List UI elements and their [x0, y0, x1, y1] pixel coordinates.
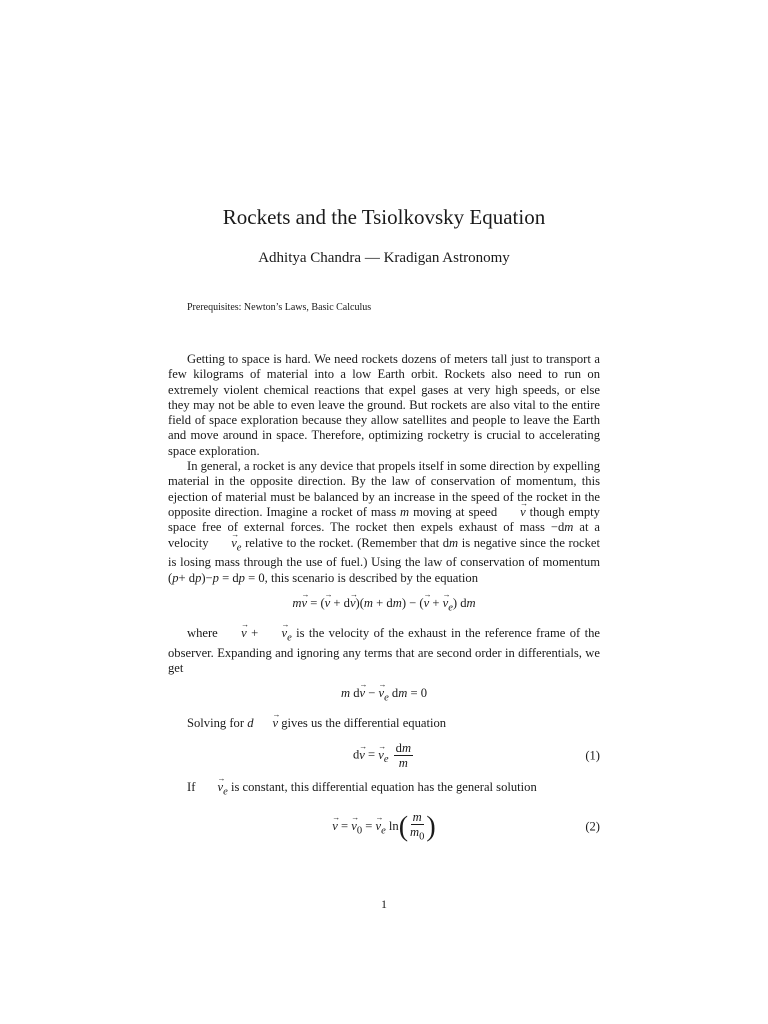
equation-2: → v = → $v_0$ = → $v_e$ ln( $\frac{m}{m_0}$ ) (2) [168, 810, 600, 845]
paragraph-general-solution: $If \to v_e$ is constant, this differential equation has the general solution [168, 780, 600, 800]
paragraph-expansion: where → v + → $v_e$ is the velocity of the exhaust in the reference frame of the observer. Expanding and ignoring any terms that are second order in differentials, we get [168, 626, 600, 676]
paper-title: Rockets and the Tsiolkovsky Equation [222, 205, 546, 229]
equation-expanded: m d→ v − → $v_e$ dm = 0 [168, 686, 600, 706]
equation-1-number: (1) [585, 748, 600, 763]
paper-authors: Adhitya Chandra — Kradigan Astronomy [258, 250, 510, 266]
paragraph-solving: Solving for d→ v gives us the differential equation [168, 716, 600, 731]
paragraph-intro: Getting to space is hard. We need rockets dozens of meters tall just to transport a few kilograms of material into a low Earth orbit. Rockets also need to run on extremely violent chemical reactions that expel gases at very high speeds, or else they may not be able to even leave the ground. But rockets are also vital to the entire field of space exploration because they allow satellites and people to leave the Earth and move around in space. Therefore, optimizing rocketry is crucial to accelerating space exploration. [168, 352, 600, 458]
equation-2-number: (2) [585, 819, 600, 834]
prerequisites: Prerequisites: Newton’s Laws, Basic Calculus [187, 302, 372, 313]
equation-momentum: m→ v = (→ v + d→ v)(m + dm) − (→ v + → $v_e$) dm [168, 596, 600, 616]
equation-1: d→ v = → $v_e$ $\frac{dm}{m}$ (1) [168, 741, 600, 770]
paper-body [168, 352, 600, 855]
paragraph-rocket-setup: In general, a rocket is any device that propels itself in some direction by expelling material in the opposite direction. By the law of conservation of momentum, this ejection of material must be balanced by an increase in the speed of the rocket in the opposite direction. Imagine a rocket of mass m moving at speed → v though empty space free of external forces. The rocket then expels exhaust of mass −dm at a velocity → $v_e$ relative to the rocket. (Remember that dm is negative since the rocket is losing mass through the use of fuel.) Using the law of conservation of momentum (p+ dp)−p = dp = 0, this scenario is described by the equation [168, 459, 600, 586]
page-number: 1 [381, 897, 387, 911]
